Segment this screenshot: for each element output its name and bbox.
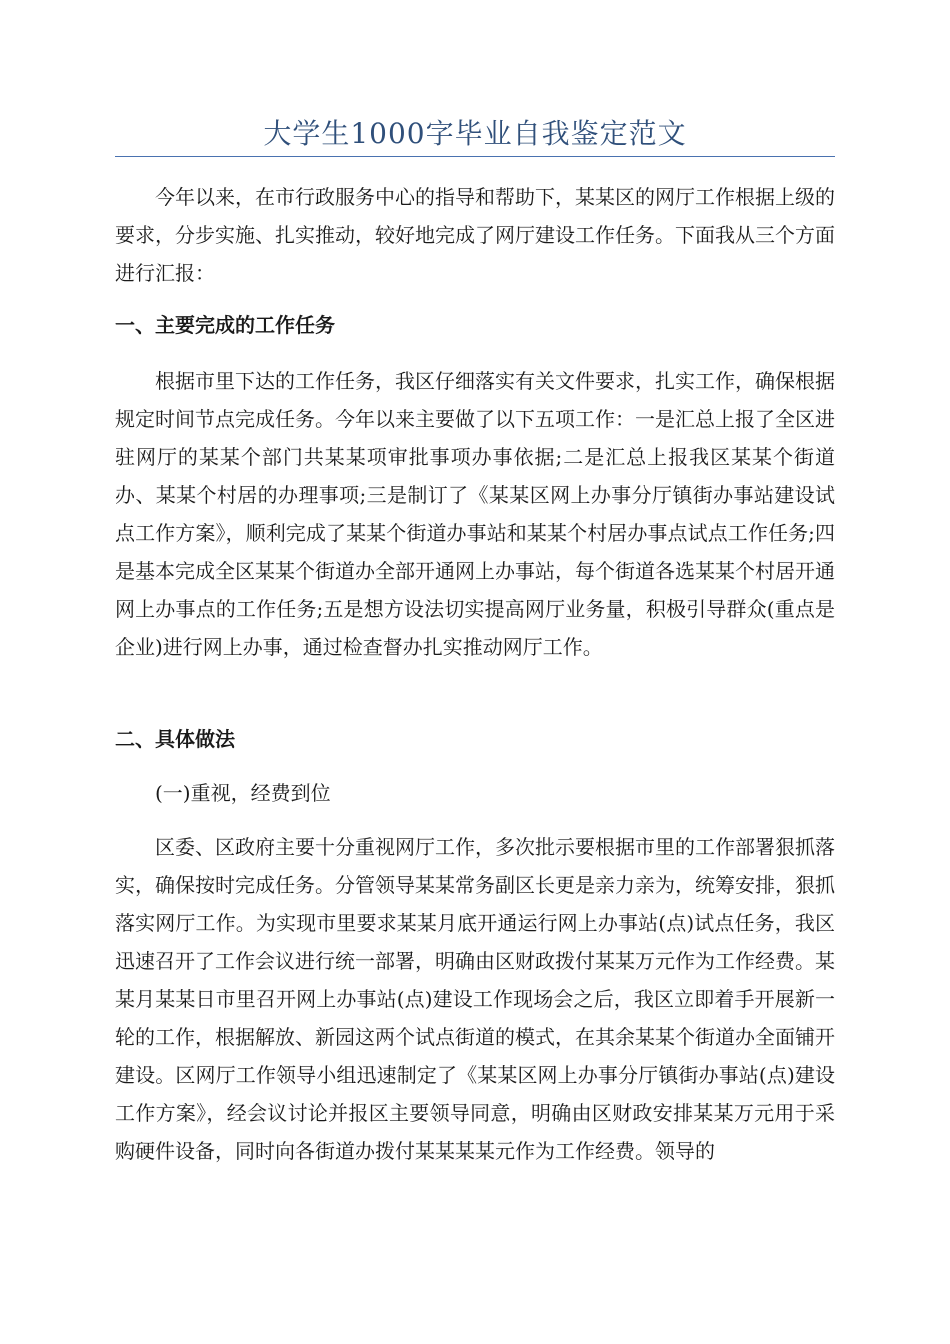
section2-paragraph: 区委、区政府主要十分重视网厅工作，多次批示要根据市里的工作部署狠抓落实，确保按时完成任务。分管领导某某常务副区长更是亲力亲为，统筹安排，狠抓落实网厅工作。为实现市里要求某某月底开通运行网上办事站(点)试点任务，我区迅速召开了工作会议进行统一部署，明确由区财政拨付某某万元作为工作经费。某某月某某日市里召开网上办事站(点)建设工作现场会之后，我区立即着手开展新一轮的工作，根据解放、新园这两个试点街道的模式，在其余某某个街道办全面铺开建设。区网厅工作领导小组迅速制定了《某某区网上办事分厅镇街办事站(点)建设工作方案》，经会议讨论并报区主要领导同意，明确由区财政安排某某万元用于采购硬件设备，同时向各街道办拨付某某某某元作为工作经费。领导的	[115, 835, 835, 1163]
subsection-heading-1: (一)重视，经费到位	[155, 781, 331, 805]
section1-paragraph: 根据市里下达的工作任务，我区仔细落实有关文件要求，扎实工作，确保根据规定时间节点完成任务。今年以来主要做了以下五项工作：一是汇总上报了全区进驻网厅的某某个部门共某某项审批事项办事依据;二是汇总上报我区某某个街道办、某某个村居的办理事项;三是制订了《某某区网上办事分厅镇街办事站建设试点工作方案》，顺利完成了某某个街道办事站和某某个村居办事点试点工作任务;四是基本完成全区某某个街道办全部开通网上办事站，每个街道各选某某个村居开通网上办事点的工作任务;五是想方设法切实提高网厅业务量，积极引导群众(重点是企业)进行网上办事，通过检查督办扎实推动网厅工作。	[115, 369, 835, 659]
section-heading-2: 二、具体做法	[115, 727, 235, 751]
section-heading-1: 一、主要完成的工作任务	[115, 313, 335, 337]
title-underline	[115, 156, 835, 157]
document-title: 大学生1000字毕业自我鉴定范文	[263, 117, 687, 150]
intro-paragraph: 今年以来，在市行政服务中心的指导和帮助下，某某区的网厅工作根据上级的要求，分步实施、扎实推动，较好地完成了网厅建设工作任务。下面我从三个方面进行汇报：	[115, 185, 835, 285]
